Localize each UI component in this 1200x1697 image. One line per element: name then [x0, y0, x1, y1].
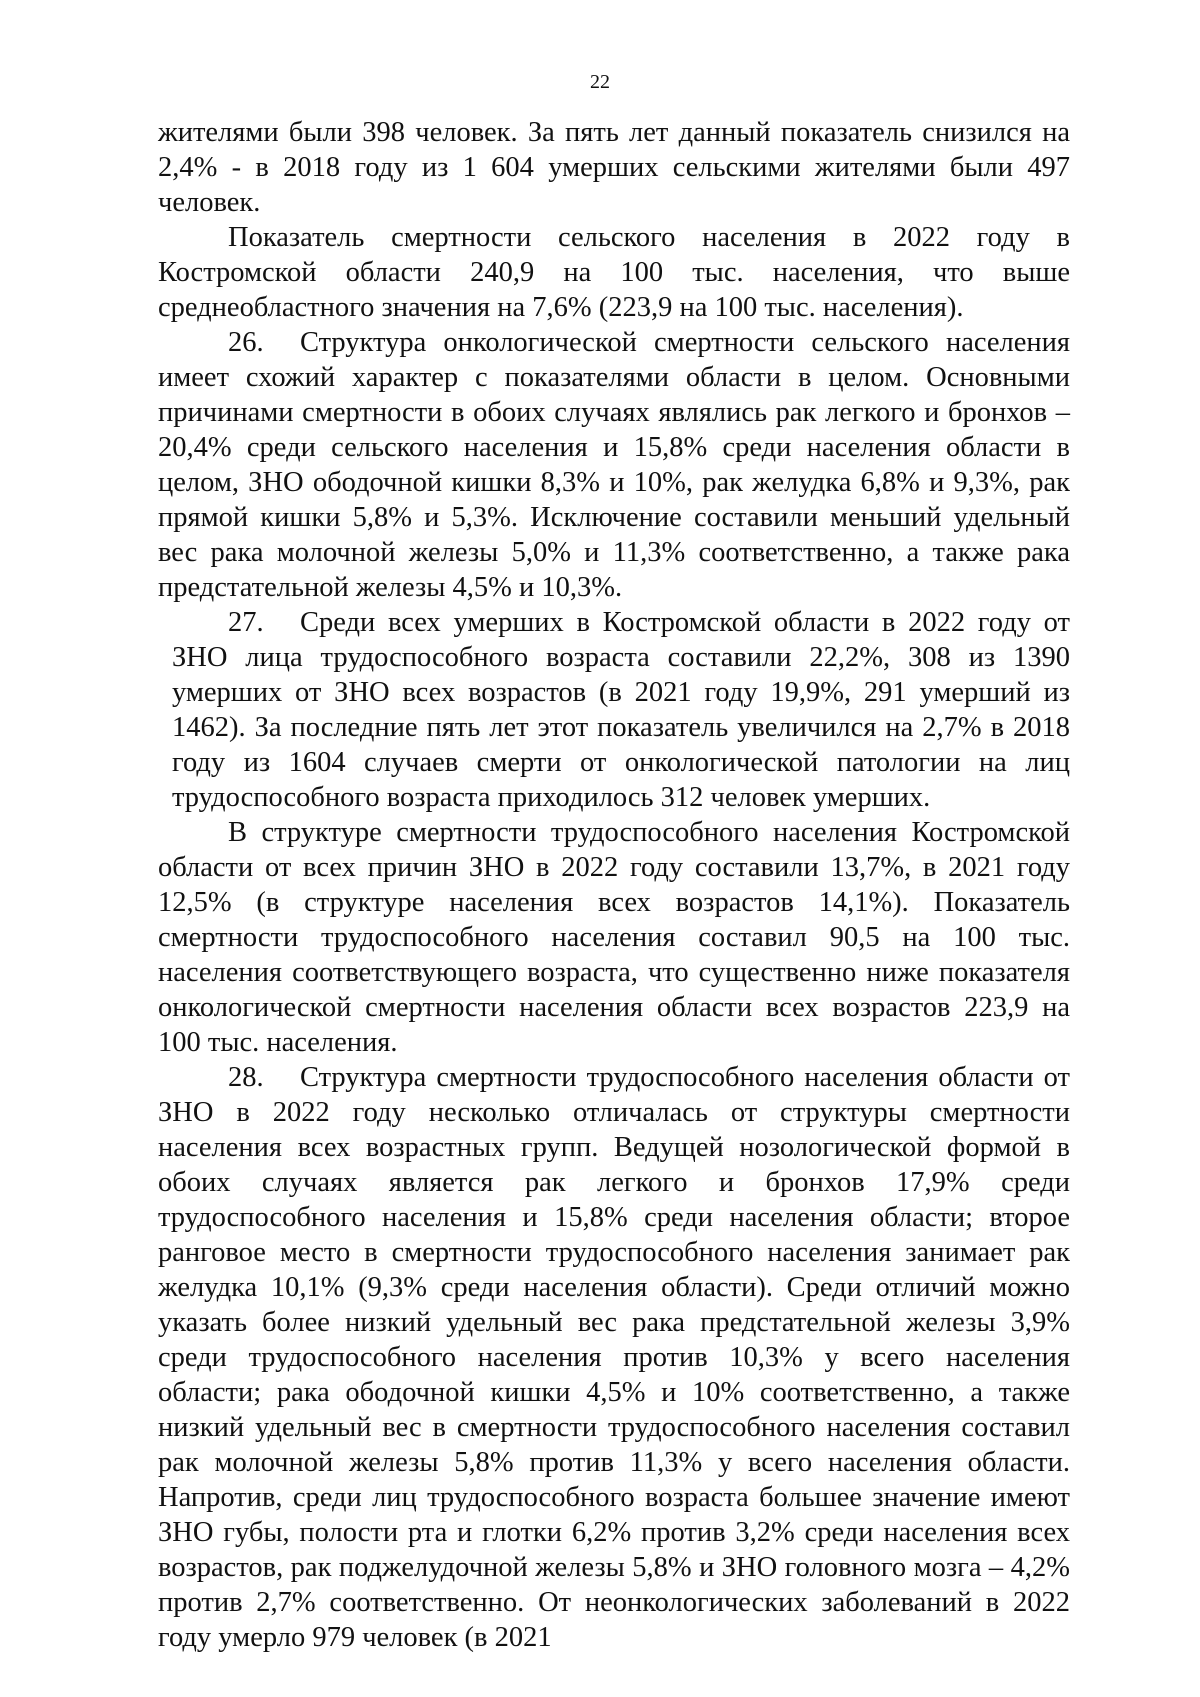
paragraph-28-text: Структура смертности трудоспособного населения области от ЗНО в 2022 году несколько отличалась от структуры смертности населения всех возрастных групп. Ведущей нозологической формой в обоих случаях является рак легкого и бронхов 17,9% среди трудоспособного населения и 15,8% среди населения области; второе ранговое место в смертности трудоспособного населения занимает рак желудка 10,1% (9,3% среди населения области). Среди отличий можно указать более низкий удельный вес рака предстательной железы 3,9% среди трудоспособного населения против 10,3% у всего населения области; рака ободочной кишки 4,5% и 10% соответственно, а также низкий удельный вес в смертности трудоспособного населения составил рак молочной железы 5,8% против 11,3% у всего населения области. Напротив, среди лиц трудоспособного возраста большее значение имеют ЗНО губы, полости рта и глотки 6,2% против 3,2% среди населения всех возрастов, рак поджелудочной железы 5,8% и ЗНО головного мозга – 4,2% против 2,7% соответственно. От неонкологических заболеваний в 2022 году умерло 979 человек (в 2021: [158, 1062, 1070, 1653]
paragraph-working-age-structure: В структуре смертности трудоспособного населения Костромской области от всех причин ЗНО в 2022 году составили 13,7%, в 2021 году 12,5% (в структуре населения всех возрастов 14,1%). Показатель смертности трудоспособного населения составил 90,5 на 100 тыс. населения соответствующего возраста, что существенно ниже показателя онкологической смертности населения области всех возрастов 223,9 на 100 тыс. населения.: [158, 817, 1070, 1058]
page-number: 22: [590, 71, 610, 93]
document-body: [158, 115, 1070, 1655]
paragraph-26-text: Структура онкологической смертности сельского населения имеет схожий характер с показателями области в целом. Основными причинами смертности в обоих случаях являлись рак легкого и бронхов – 20,4% среди сельского населения и 15,8% среди населения области в целом, ЗНО ободочной кишки 8,3% и 10%, рак желудка 6,8% и 9,3%, рак прямой кишки 5,8% и 5,3%. Исключение составили меньший удельный вес рака молочной железы 5,0% и 11,3% соответственно, а также рака предстательной железы 4,5% и 10,3%.: [158, 327, 1070, 603]
paragraph-rural-mortality: Показатель смертности сельского населения в 2022 году в Костромской области 240,9 на 100 тыс. населения, что выше среднеобластного значения на 7,6% (223,9 на 100 тыс. населения).: [158, 222, 1070, 323]
paragraph-continuation: жителями были 398 человек. За пять лет данный показатель снизился на 2,4% - в 2018 году из 1 604 умерших сельскими жителями были 497 человек.: [158, 117, 1070, 218]
paragraph-number-28: 28.: [228, 1062, 264, 1093]
paragraph-26: [158, 325, 1070, 605]
paragraph-27: [172, 605, 1070, 815]
paragraph-28: [158, 1060, 1070, 1655]
paragraph-27-text: Среди всех умерших в Костромской области в 2022 году от ЗНО лица трудоспособного возраста составили 22,2%, 308 из 1390 умерших от ЗНО всех возрастов (в 2021 году 19,9%, 291 умерший из 1462). За последние пять лет этот показатель увеличился на 2,7% в 2018 году из 1604 случаев смерти от онкологической патологии на лиц трудоспособного возраста приходилось 312 человек умерших.: [172, 607, 1070, 813]
paragraph-27-block: [158, 605, 1070, 815]
paragraph-number-26: 26.: [228, 327, 264, 358]
paragraph-number-27: 27.: [228, 607, 264, 638]
